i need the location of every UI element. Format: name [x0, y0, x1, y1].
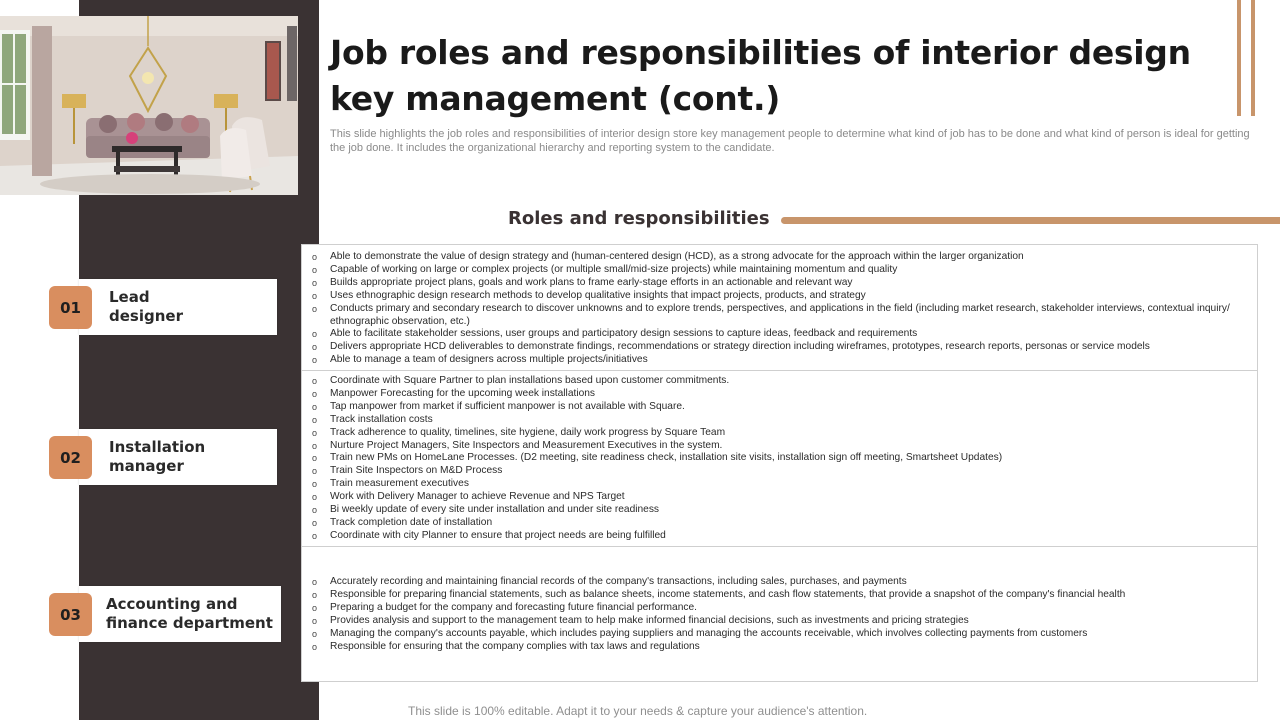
bullet-icon: o — [312, 577, 318, 587]
bullet-icon: o — [312, 303, 318, 314]
living-room-photo — [0, 16, 298, 195]
bullet-icon: o — [312, 427, 318, 438]
responsibility-list — [312, 576, 1249, 653]
role-card-accounting-finance — [79, 586, 281, 642]
responsibility-text: Delivers appropriate HCD deliverables to demonstrate findings, recommendations or strategy direction including wireframes, prototypes, research reports, personas or service models — [330, 341, 1150, 353]
bullet-icon: o — [312, 355, 318, 366]
responsibilities-table — [301, 244, 1258, 682]
bullet-icon: o — [312, 277, 318, 288]
role-label: Accounting and finance department — [106, 595, 273, 632]
responsibility-item — [312, 375, 1249, 388]
bullet-icon: o — [312, 492, 318, 503]
responsibility-text: Preparing a budget for the company and forecasting future financial performance. — [330, 601, 697, 613]
responsibility-item — [312, 277, 1249, 290]
responsibility-item — [312, 440, 1249, 453]
responsibility-item — [312, 341, 1249, 354]
responsibility-item — [312, 401, 1249, 414]
responsibilities-lead-designer — [302, 245, 1257, 371]
responsibility-item — [312, 615, 1249, 628]
bullet-icon: o — [312, 641, 318, 652]
bullet-icon: o — [312, 466, 318, 477]
responsibility-item — [312, 388, 1249, 401]
responsibility-text: Train new PMs on HomeLane Processes. (D2 meeting, site readiness check, installation site visits, installation sign off meeting, Smartsheet Updates) — [330, 452, 1003, 464]
responsibility-item — [312, 251, 1249, 264]
responsibility-item — [312, 628, 1249, 641]
responsibility-text: Conducts primary and secondary research to discover unknowns and to explore trends, perspectives, and applications in the field (including market research, stakeholder interviews, contextual inquiry/ ethnographic observation, etc.) — [330, 302, 1230, 327]
responsibility-text: Able to demonstrate the value of design strategy and (human-centered design (HCD), as a strong advocate for the approach within the larger organization — [330, 251, 1024, 262]
bullet-icon: o — [312, 440, 318, 451]
role-number-badge: 02 — [49, 436, 92, 479]
bullet-icon: o — [312, 602, 318, 613]
bullet-icon: o — [312, 479, 318, 490]
responsibility-text: Track adherence to quality, timelines, site hygiene, daily work progress by Square Team — [330, 426, 726, 438]
responsibility-list — [312, 251, 1249, 367]
responsibility-text: Nurture Project Managers, Site Inspectors and Measurement Executives in the system. — [330, 439, 723, 451]
responsibility-item — [312, 465, 1249, 478]
responsibility-text: Able to manage a team of designers across multiple projects/initiatives — [330, 354, 648, 366]
bullet-icon: o — [312, 453, 318, 464]
decorative-vertical-lines — [1237, 0, 1257, 116]
responsibility-item — [312, 427, 1249, 440]
responsibility-item — [312, 478, 1249, 491]
responsibility-item — [312, 530, 1249, 543]
responsibility-item — [312, 641, 1249, 654]
responsibility-item — [312, 354, 1249, 367]
responsibility-item — [312, 264, 1249, 277]
bullet-icon: o — [312, 517, 318, 528]
responsibility-text: Able to facilitate stakeholder sessions, user groups and participatory design sessions to capture ideas, feedback and requirements — [330, 328, 918, 340]
role-number-badge: 03 — [49, 593, 92, 636]
responsibility-text: Track completion date of installation — [330, 516, 493, 528]
responsibility-item — [312, 290, 1249, 303]
bullet-icon: o — [312, 342, 318, 353]
responsibility-text: Builds appropriate project plans, goals and work plans to frame early-stage efforts in an actionable and relevant way — [330, 276, 853, 288]
responsibility-text: Coordinate with city Planner to ensure that project needs are being fulfilled — [330, 529, 666, 541]
responsibility-list — [312, 375, 1249, 543]
responsibility-item — [312, 491, 1249, 504]
responsibility-text: Provides analysis and support to the management team to help make informed financial decisions, such as investments and pricing strategies — [330, 614, 969, 626]
responsibility-item — [312, 328, 1249, 341]
responsibility-text: Capable of working on large or complex projects (or multiple small/mid-size projects) while maintaining momentum and quality — [330, 263, 898, 275]
responsibility-text: Accurately recording and maintaining financial records of the company's transactions, including sales, purchases, and payments — [330, 576, 907, 587]
responsibility-item — [312, 589, 1249, 602]
responsibility-item — [312, 576, 1249, 589]
role-label: Lead designer — [109, 288, 183, 325]
responsibility-item — [312, 303, 1249, 329]
responsibility-text: Work with Delivery Manager to achieve Revenue and NPS Target — [330, 491, 625, 503]
section-heading: Roles and responsibilities — [508, 208, 770, 229]
role-label: Installation manager — [109, 438, 206, 475]
bullet-icon: o — [312, 401, 318, 412]
role-card-installation-manager — [79, 429, 277, 485]
responsibility-text: Bi weekly update of every site under installation and under site readiness — [330, 504, 660, 516]
page-title: Job roles and responsibilities of interior design key management (cont.) — [330, 33, 1191, 118]
responsibility-item — [312, 504, 1249, 517]
bullet-icon: o — [312, 388, 318, 399]
responsibility-text: Train measurement executives — [330, 478, 469, 490]
role-number-badge: 01 — [49, 286, 92, 329]
footer-note: This slide is 100% editable. Adapt it to your needs & capture your audience's attention. — [408, 704, 868, 718]
bullet-icon: o — [312, 589, 318, 600]
bullet-icon: o — [312, 414, 318, 425]
responsibility-text: Tap manpower from market if sufficient manpower is not available with Square. — [330, 400, 685, 412]
responsibility-text: Uses ethnographic design research methods to develop qualitative insights that impact projects, products, and strategy — [330, 289, 866, 301]
responsibility-text: Responsible for preparing financial statements, such as balance sheets, income statements, and cash flow statements, that provide a snapshot of the company's financial health — [330, 588, 1126, 600]
bullet-icon: o — [312, 252, 318, 262]
responsibility-item — [312, 452, 1249, 465]
responsibility-text: Responsible for ensuring that the company complies with tax laws and regulations — [330, 640, 700, 652]
page-subtitle: This slide highlights the job roles and responsibilities of interior design store key management people to determine what kind of job has to be done and what kind of person is ideal for getting the job done. It includes the organizational hierarchy and reporting system to the candidate. — [330, 128, 1250, 154]
responsibility-text: Train Site Inspectors on M&D Process — [330, 465, 503, 477]
responsibility-item — [312, 602, 1249, 615]
bullet-icon: o — [312, 329, 318, 340]
responsibilities-accounting-finance — [302, 547, 1257, 681]
bullet-icon: o — [312, 290, 318, 301]
bullet-icon: o — [312, 505, 318, 516]
responsibility-text: Managing the company's accounts payable, which includes paying suppliers and managing the accounts receivable, which involves collecting payments from customers — [330, 627, 1088, 639]
bullet-icon: o — [312, 628, 318, 639]
responsibility-item — [312, 517, 1249, 530]
responsibility-item — [312, 414, 1249, 427]
responsibility-text: Track installation costs — [330, 413, 433, 425]
section-heading-rule — [781, 217, 1280, 224]
bullet-icon: o — [312, 530, 318, 541]
bullet-icon: o — [312, 264, 318, 275]
responsibility-text: Manpower Forecasting for the upcoming week installations — [330, 387, 596, 399]
responsibilities-installation-manager — [302, 371, 1257, 547]
responsibility-text: Coordinate with Square Partner to plan installations based upon customer commitments. — [330, 375, 730, 386]
bullet-icon: o — [312, 615, 318, 626]
bullet-icon: o — [312, 376, 318, 386]
role-card-lead-designer — [79, 279, 277, 335]
